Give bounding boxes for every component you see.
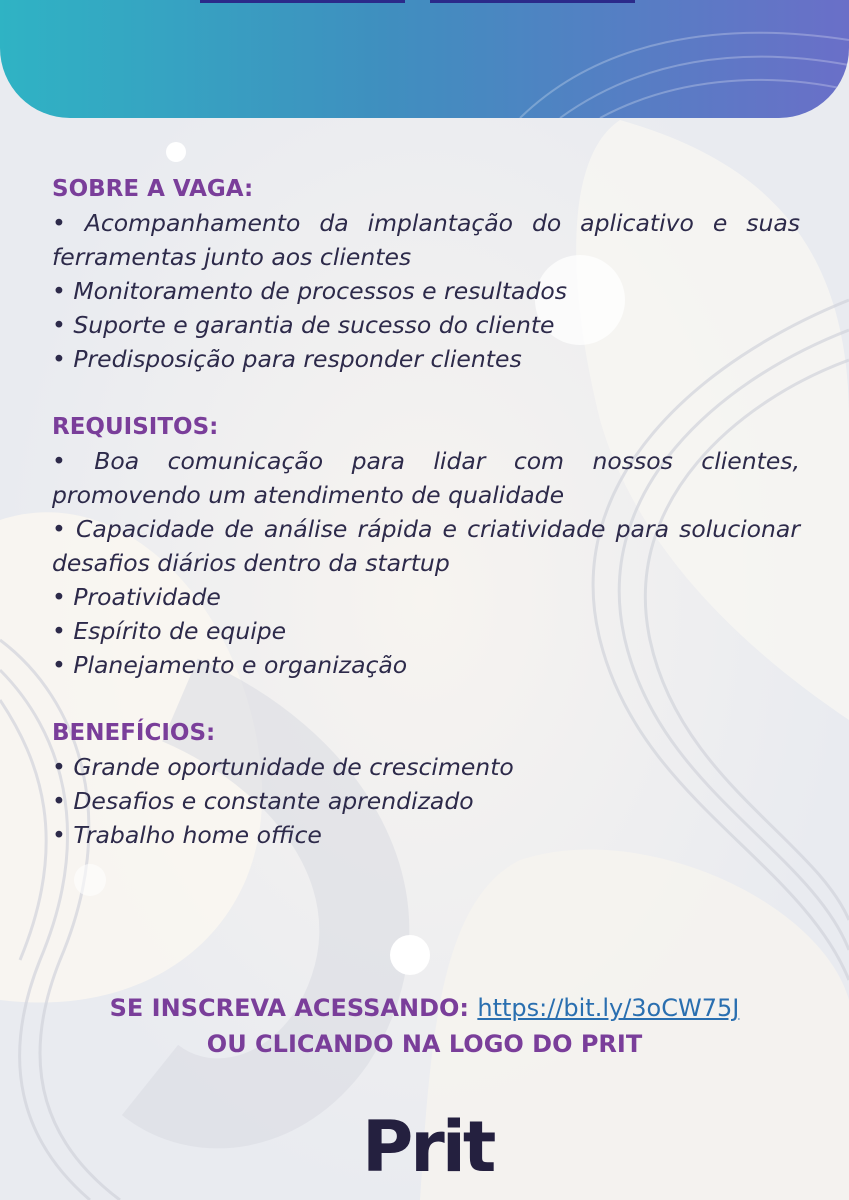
header-banner xyxy=(0,0,849,118)
header-tab-left xyxy=(200,0,405,3)
section-benefits xyxy=(52,716,800,852)
list-item: • Trabalho home office xyxy=(52,821,322,849)
list-item: • Predisposição para responder clientes xyxy=(52,345,522,373)
job-description xyxy=(52,172,800,852)
section-title: REQUISITOS: xyxy=(52,414,219,440)
section-spacer xyxy=(52,376,800,410)
list-item: • Monitoramento de processos e resultados xyxy=(52,277,567,305)
section-title: BENEFÍCIOS: xyxy=(52,720,216,746)
prit-logo[interactable]: Prit xyxy=(362,1106,494,1188)
list-item: • Espírito de equipe xyxy=(52,617,287,645)
list-item: • Suporte e garantia de sucesso do cliente xyxy=(52,311,555,339)
cta-prefix: SE INSCREVA ACESSANDO: xyxy=(109,994,469,1022)
section-requirements xyxy=(52,410,800,682)
section-spacer xyxy=(52,682,800,716)
list-item: • Planejamento e organização xyxy=(52,651,408,679)
call-to-action xyxy=(0,990,849,1062)
cta-line-1 xyxy=(0,990,849,1026)
section-title: SOBRE A VAGA: xyxy=(52,176,254,202)
cta-line-2: OU CLICANDO NA LOGO DO PRIT xyxy=(206,1030,643,1058)
header-tab-right xyxy=(430,0,635,3)
section-about xyxy=(52,172,800,376)
list-item: • Grande oportunidade de crescimento xyxy=(52,753,514,781)
list-item: • Desafios e constante aprendizado xyxy=(52,787,474,815)
signup-link[interactable]: https://bit.ly/3oCW75J xyxy=(477,994,740,1022)
list-item: • Boa comunicação para lidar com nossos clientes, promovendo um atendimento de qualidade xyxy=(52,447,800,509)
header-waves xyxy=(0,0,849,118)
list-item: • Proatividade xyxy=(52,583,221,611)
list-item: • Capacidade de análise rápida e criatividade para solucionar desafios diários dentro da startup xyxy=(52,515,800,577)
list-item: • Acompanhamento da implantação do aplicativo e suas ferramentas junto aos clientes xyxy=(52,209,800,271)
